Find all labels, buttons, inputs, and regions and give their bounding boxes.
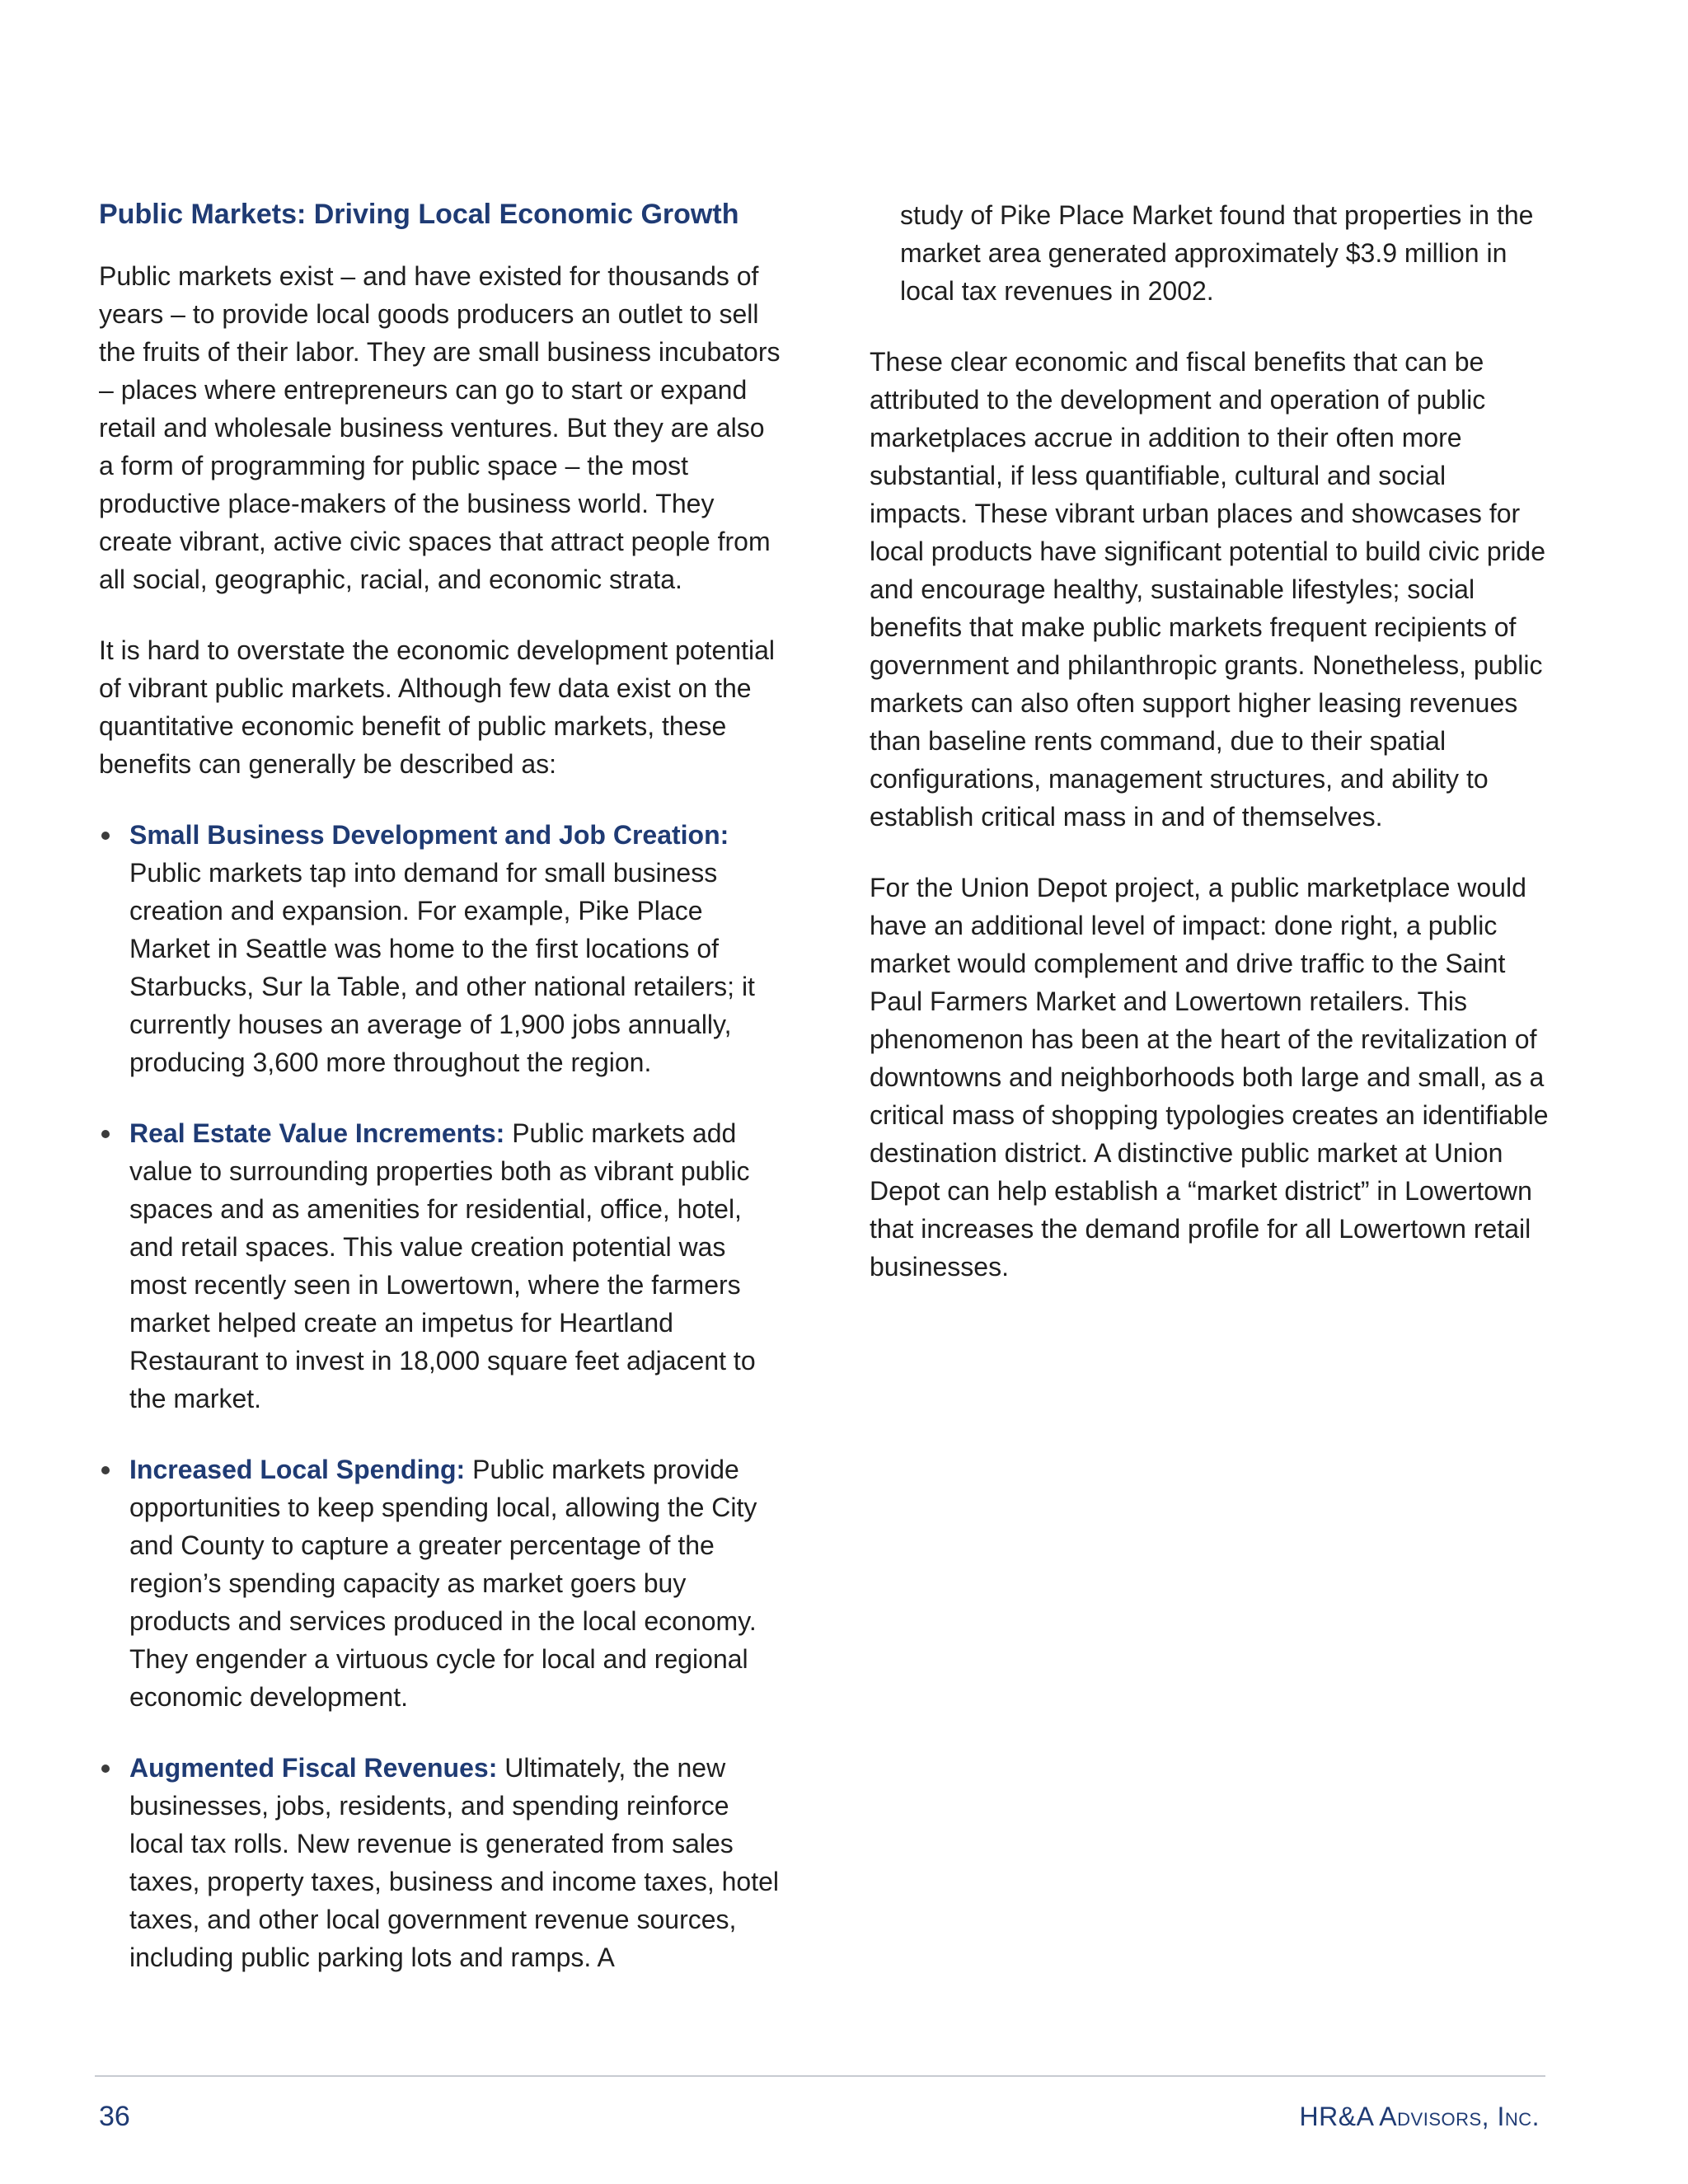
footer-divider bbox=[95, 2075, 1545, 2077]
bullet-icon bbox=[101, 1466, 110, 1474]
bullet-text: Public markets tap into demand for small business creation and expansion. For example, Pike Place Market in Seattle was home to the first locations of Starbucks, Sur la Table, and other national retailers; it currently houses an average of 1,900 jobs annually, producing 3,600 more throughout the region. bbox=[129, 858, 755, 1077]
benefits-intro-paragraph: It is hard to overstate the economic development potential of vibrant public markets. Although few data exist on the quantitative economic benefit of public markets, these benefits can generally be described as: bbox=[99, 635, 776, 779]
list-item bbox=[99, 1749, 783, 1976]
list-item bbox=[99, 1451, 783, 1716]
right-column bbox=[870, 196, 1550, 1319]
left-column bbox=[99, 194, 783, 2009]
intro-paragraph: Public markets exist – and have existed for thousands of years – to provide local goods producers an outlet to sell the fruits of their labor. They are small business incubators – places where entrepreneurs can go to start or expand retail and wholesale business ventures. But they are also a form of programming for public space – the most productive place-makers of the business world. They create vibrant, active civic spaces that attract people from all social, geographic, racial, and economic strata. bbox=[99, 261, 781, 594]
benefits-paragraph: These clear economic and fiscal benefits that can be attributed to the development and operation of public marketplaces accrue in addition to their often more substantial, if less quantifiable, cultural and social impacts. These vibrant urban places and showcases for local products have significant potential to build civic pride and encourage healthy, sustainable lifestyles; social benefits that make public markets frequent recipients of government and philanthropic grants. Nonetheless, public markets can also often support higher leasing revenues than baseline rents command, due to their spatial configurations, management structures, and ability to establish critical mass in and of themselves. bbox=[870, 347, 1546, 832]
bullet-term: Increased Local Spending: bbox=[129, 1455, 466, 1484]
union-depot-paragraph: For the Union Depot project, a public marketplace would have an additional level of impact: done right, a public market would complement and drive traffic to the Saint Paul Farmers Market and Lowertown retailers. This phenomenon has been at the heart of the revitalization of downtowns and neighborhoods both large and small, as a critical mass of shopping typologies creates an identifiable destination district. A distinctive public market at Union Depot can help establish a “market district” in Lowertown that increases the demand profile for all Lowertown retail businesses. bbox=[870, 873, 1549, 1282]
bullet-icon bbox=[101, 832, 110, 840]
bullet-text: Public markets provide opportunities to keep spending local, allowing the City and County to capture a greater percentage of the region’s spending capacity as market goers buy products and services produced in the local economy. They engender a virtuous cycle for local and regional economic development. bbox=[129, 1455, 757, 1712]
bullet-term: Real Estate Value Increments: bbox=[129, 1118, 505, 1148]
continued-bullet-text: study of Pike Place Market found that properties in the market area generated approximately $3.9 million in local tax revenues in 2002. bbox=[900, 200, 1534, 306]
firm-name: HR&A Advisors, Inc. bbox=[1299, 2102, 1540, 2131]
bullet-term: Augmented Fiscal Revenues: bbox=[129, 1753, 498, 1783]
list-item bbox=[99, 1114, 783, 1418]
bullet-text: Public markets add value to surrounding properties both as vibrant public spaces and as amenities for residential, office, hotel, and retail spaces. This value creation potential was most recently seen in Lowertown, where the farmers market helped create an impetus for Heartland Restaurant to invest in 18,000 square feet adjacent to the market. bbox=[129, 1118, 756, 1413]
page-number: 36 bbox=[99, 2101, 130, 2132]
bullet-icon bbox=[101, 1765, 110, 1773]
bullet-icon bbox=[101, 1130, 110, 1138]
section-heading: Public Markets: Driving Local Economic Growth bbox=[99, 199, 739, 230]
bullet-text: Ultimately, the new businesses, jobs, residents, and spending reinforce local tax rolls. New revenue is generated from sales taxes, property taxes, business and income taxes, hotel taxes, and other local government revenue sources, including public parking lots and ramps. A bbox=[129, 1753, 779, 1972]
list-item bbox=[99, 816, 783, 1081]
benefits-list bbox=[99, 816, 783, 1976]
bullet-term: Small Business Development and Job Creation: bbox=[129, 820, 729, 850]
